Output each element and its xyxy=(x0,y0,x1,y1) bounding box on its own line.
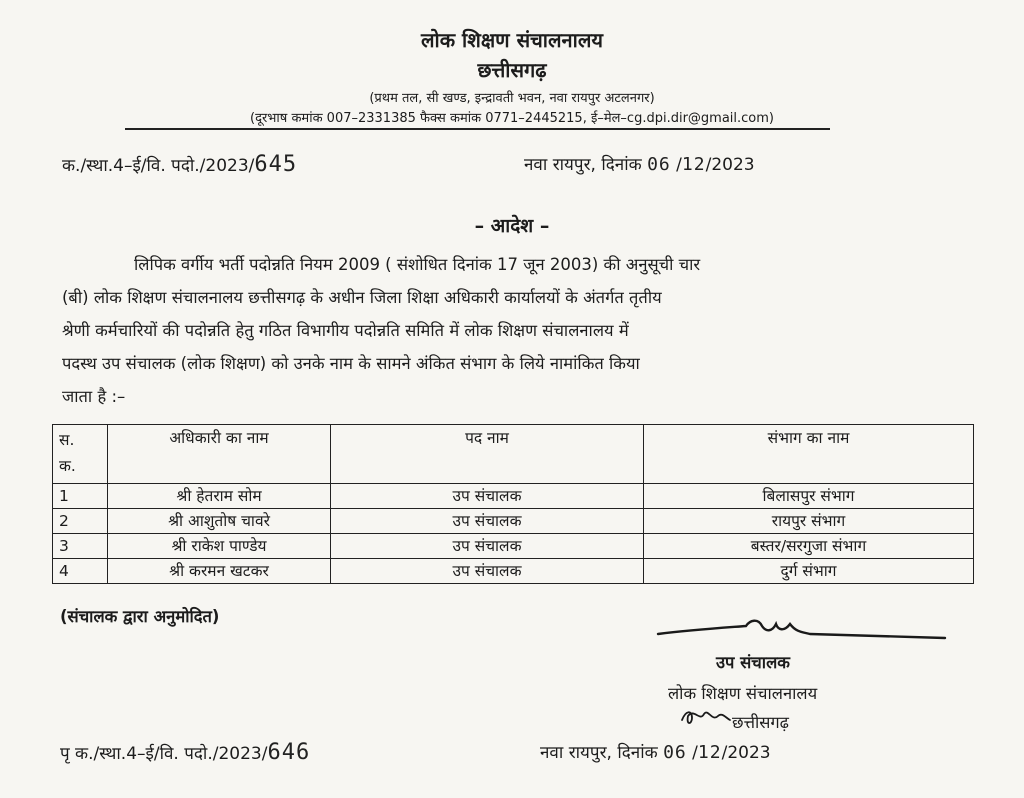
endorsement-prefix: पृ क./स्था.4–ई/वि. पदो./2023/ xyxy=(60,744,268,764)
table-row xyxy=(53,484,974,509)
approval-note: (संचालक द्वारा अनुमोदित) xyxy=(60,607,220,626)
date-month: 12 xyxy=(697,742,722,763)
table-row xyxy=(53,559,974,584)
officers-table xyxy=(52,424,974,584)
cell-division: रायपुर संभाग xyxy=(644,509,974,534)
cell-division: बस्तर/सरगुजा संभाग xyxy=(644,534,974,559)
cell-sno: 1 xyxy=(53,484,108,509)
office-contact: (दूरभाष कमांक 007–2331385 फैक्स कमांक 0771–2445215, ई–मेल–cg.dpi.dir@gmail.com) xyxy=(250,111,774,126)
header-post: पद नाम xyxy=(331,425,644,484)
body-line: पदस्थ उप संचालक (लोक शिक्षण) को उनके नाम के सामने अंकित संभाग के लिये नामांकित किया xyxy=(62,354,640,373)
table-header-row xyxy=(53,425,974,484)
cell-post: उप संचालक xyxy=(331,509,644,534)
header-sno: स. क. xyxy=(53,425,108,484)
body-line: श्रेणी कर्मचारियों की पदोन्नति हेतु गठित विभागीय पदोन्नति समिति में लोक शिक्षण संचालनालय में xyxy=(62,321,629,340)
reference-date: नवा रायपुर, दिनांक 06 /12/2023 xyxy=(524,154,755,175)
order-body xyxy=(62,248,960,413)
cell-division: बिलासपुर संभाग xyxy=(644,484,974,509)
body-line: जाता है :– xyxy=(62,387,126,406)
signatory-office: लोक शिक्षण संचालनालय xyxy=(668,684,818,703)
cell-officer-name: श्री आशुतोष चावरे xyxy=(108,509,331,534)
office-address: (प्रथम तल, सी खण्ड, इन्द्रावती भवन, नवा रायपुर अटलनगर) xyxy=(369,91,655,106)
cell-sno: 3 xyxy=(53,534,108,559)
body-line: लिपिक वर्गीय भर्ती पदोन्नति नियम 2009 ( संशोधित दिनांक 17 जून 2003) की अनुसूची चार xyxy=(134,255,701,274)
cell-officer-name: श्री हेतराम सोम xyxy=(108,484,331,509)
table-row xyxy=(53,534,974,559)
order-title: – आदेश – xyxy=(474,215,550,237)
date-month: 12 xyxy=(681,154,706,175)
endorsement-handwritten-number: 646 xyxy=(267,740,311,765)
signature-mark xyxy=(650,612,950,648)
body-line: (बी) लोक शिक्षण संचालनालय छत्तीसगढ़ के अधीन जिला शिक्षा अधिकारी कार्यालयों के अंतर्गत तृतीय xyxy=(62,288,662,307)
header-division: संभाग का नाम xyxy=(644,425,974,484)
reference-handwritten-number: 645 xyxy=(254,152,298,177)
endorsement-date: नवा रायपुर, दिनांक 06 /12/2023 xyxy=(540,742,771,763)
cell-sno: 2 xyxy=(53,509,108,534)
cell-officer-name: श्री करमन खटकर xyxy=(108,559,331,584)
initials-mark xyxy=(678,704,734,730)
reference-prefix: क./स्था.4–ई/वि. पदो./2023/ xyxy=(62,156,255,176)
date-prefix: नवा रायपुर, दिनांक xyxy=(524,155,648,175)
date-day: 06 xyxy=(647,154,671,175)
reference-number xyxy=(62,152,297,177)
cell-post: उप संचालक xyxy=(331,559,644,584)
cell-post: उप संचालक xyxy=(331,534,644,559)
signatory-designation: उप संचालक xyxy=(716,653,790,672)
endorsement-number xyxy=(60,740,310,765)
header-divider xyxy=(125,128,830,130)
cell-division: दुर्ग संभाग xyxy=(644,559,974,584)
cell-sno: 4 xyxy=(53,559,108,584)
cell-post: उप संचालक xyxy=(331,484,644,509)
date-year: 2023 xyxy=(727,743,771,763)
cell-officer-name: श्री राकेश पाण्डेय xyxy=(108,534,331,559)
date-prefix: नवा रायपुर, दिनांक xyxy=(540,743,664,763)
signatory-state: छत्तीसगढ़ xyxy=(732,713,789,732)
header-officer-name: अधिकारी का नाम xyxy=(108,425,331,484)
state-name: छत्तीसगढ़ xyxy=(477,58,547,82)
table-row xyxy=(53,509,974,534)
office-name: लोक शिक्षण संचालनालय xyxy=(420,28,603,52)
date-year: 2023 xyxy=(711,155,755,175)
date-day: 06 xyxy=(663,742,687,763)
